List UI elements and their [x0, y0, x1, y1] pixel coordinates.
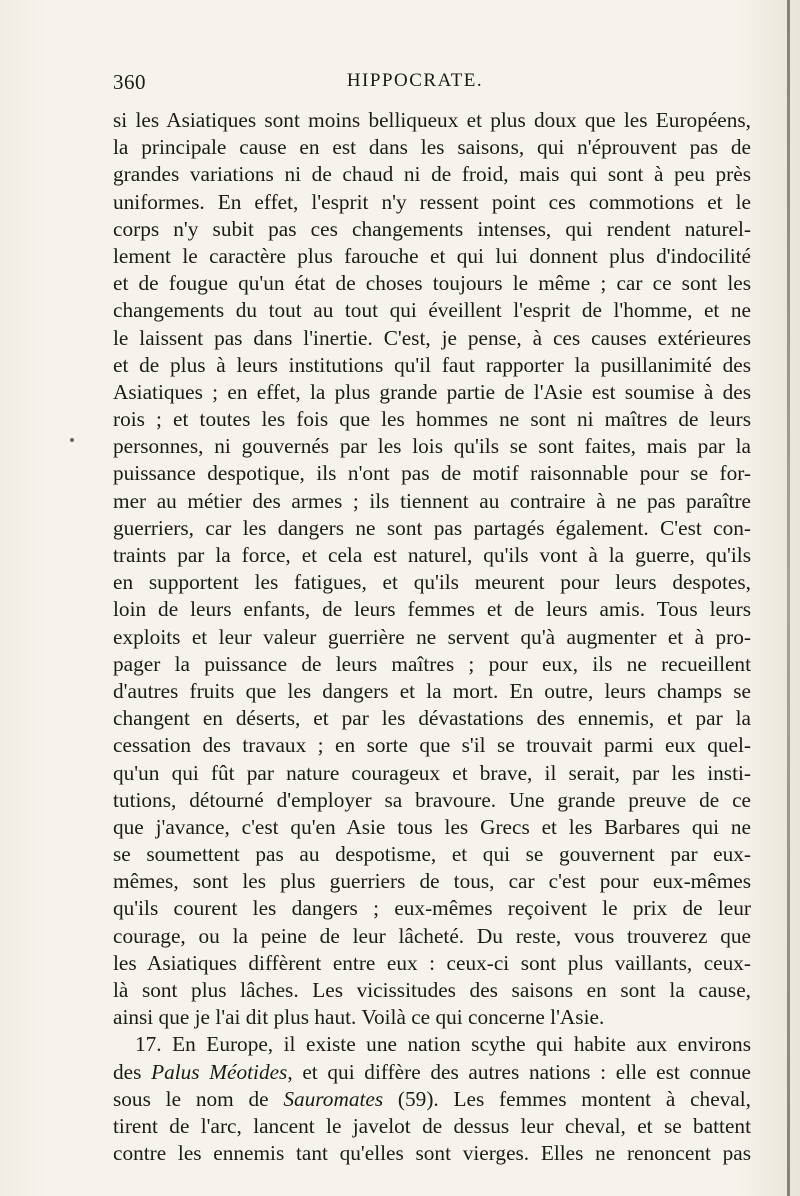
text-line: qu'ils courent les dangers ; eux-mêmes reçoivent le prix de leur: [113, 896, 751, 921]
text-line: corps n'y subit pas ces changements intenses, qui rendent naturel-: [113, 216, 751, 241]
text-line: le laissent pas dans l'inertie. C'est, je pense, à ces causes extérieures: [113, 325, 751, 350]
text-line: d'autres fruits que les dangers et la mort. En outre, leurs champs se: [113, 678, 751, 703]
text-line: cessation des travaux ; en sorte que s'il se trouvait parmi eux quel-: [113, 733, 751, 758]
place-name-italic: Palus Méotides: [151, 1059, 288, 1084]
page-edge-shadow: [787, 0, 790, 1196]
line-text: , et qui diffère des autres nations : elle est connue: [287, 1059, 751, 1084]
paragraph-17-line: contre les ennemis tant qu'elles sont vierges. Elles ne renoncent pas: [113, 1141, 751, 1166]
margin-speck: [70, 438, 74, 442]
text-line: mer au métier des armes ; ils tiennent au contraire à ne pas paraître: [113, 488, 751, 513]
paragraph-17-line: 17. En Europe, il existe une nation scythe qui habite aux environs: [135, 1032, 751, 1057]
text-line: tutions, détourné d'employer sa bravoure. Une grande preuve de ce: [113, 787, 751, 812]
text-line: traints par la force, et cela est naturel, qu'ils vont à la guerre, qu'ils: [113, 543, 751, 567]
paragraph-17-line: [113, 1059, 751, 1086]
text-line: qu'un qui fût par nature courageux et brave, il serait, par les insti-: [113, 760, 751, 785]
paragraph-17-line: [113, 1086, 751, 1113]
line-text: des: [113, 1059, 152, 1084]
text-line: en supportent les fatigues, et qu'ils meurent pour leurs despotes,: [113, 570, 751, 595]
text-line: changements du tout au tout qui éveillent l'esprit de l'homme, et ne: [113, 298, 751, 323]
text-line: Asiatiques ; en effet, la plus grande partie de l'Asie est soumise à des: [113, 379, 751, 404]
text-line: uniformes. En effet, l'esprit n'y ressent point ces commotions et le: [113, 189, 751, 214]
text-line: courage, ou la peine de leur lâcheté. Du reste, vous trouverez que: [113, 923, 751, 948]
text-line: les Asiatiques diffèrent entre eux : ceux-ci sont plus vaillants, ceux-: [113, 950, 751, 975]
text-line: se soumettent pas au despotisme, et qui se gouvernent par eux-: [113, 842, 751, 867]
text-line: et de fougue qu'un état de choses toujours le même ; car ce sont les: [113, 271, 751, 296]
text-line: si les Asiatiques sont moins belliqueux et plus doux que les Européens,: [113, 108, 751, 132]
text-line: rois ; et toutes les fois que les hommes ne sont ni maîtres de leurs: [113, 407, 751, 432]
text-line: guerriers, car les dangers ne sont pas partagés également. C'est con-: [113, 515, 751, 540]
text-line: grandes variations ni de chaud ni de froid, mais qui sont à peu près: [113, 162, 751, 187]
text-line: que j'avance, c'est qu'en Asie tous les Grecs et les Barbares qui ne: [113, 814, 751, 839]
text-line: la principale cause en est dans les saisons, qui n'éprouvent pas de: [113, 135, 751, 160]
paragraph-17-line: tirent de l'arc, lancent le javelot de dessus leur cheval, et se battent: [113, 1113, 751, 1138]
body-text: [113, 107, 751, 1167]
text-line: et de plus à leurs institutions qu'il faut rapporter la pusillanimité des: [113, 352, 751, 377]
text-line: mêmes, sont les plus guerriers de tous, car c'est pour eux-mêmes: [113, 869, 751, 894]
text-line: personnes, ni gouvernés par les lois qu'ils se sont faites, mais par la: [113, 434, 751, 459]
line-text: (59). Les femmes montent à cheval,: [383, 1086, 751, 1111]
text-line: loin de leurs enfants, de leurs femmes et de leurs amis. Tous leurs: [113, 597, 751, 622]
page-number: 360: [113, 70, 146, 94]
text-line: là sont plus lâches. Les vicissitudes des saisons en sont la cause,: [113, 978, 751, 1002]
text-line: exploits et leur valeur guerrière ne servent qu'à augmenter et à pro-: [113, 624, 751, 649]
text-line: lement le caractère plus farouche et qui lui donnent plus d'indocilité: [113, 243, 751, 268]
text-line: pager la puissance de leurs maîtres ; pour eux, ils ne recueillent: [113, 651, 751, 676]
people-name-italic: Sauromates: [283, 1086, 384, 1111]
text-line: ainsi que je l'ai dit plus haut. Voilà ce qui concerne l'Asie.: [113, 1005, 605, 1030]
running-head: HIPPOCRATE.: [346, 70, 484, 91]
text-line: changent en déserts, et par les dévastations des ennemis, et par la: [113, 706, 751, 731]
text-line: puissance despotique, ils n'ont pas de motif raisonnable pour se for-: [113, 461, 751, 486]
line-text: sous le nom de: [113, 1086, 284, 1111]
